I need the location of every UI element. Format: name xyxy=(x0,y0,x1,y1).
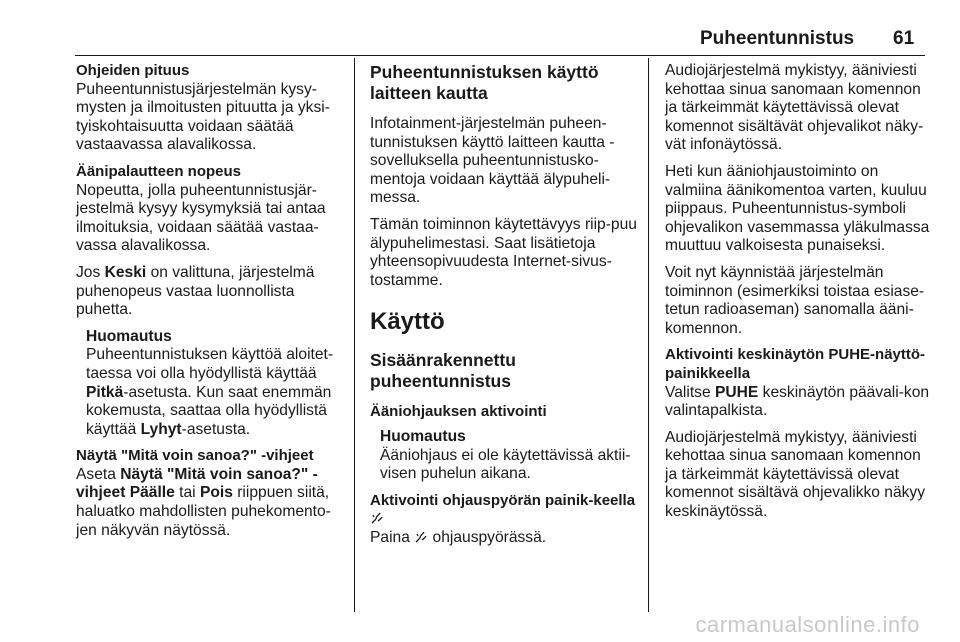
subchapter-heading-builtin: Sisäänrakennettu puheentunnistus xyxy=(370,350,516,391)
heading-wheel-activation: Aktivointi ohjauspyörän painik-keella xyxy=(370,492,642,529)
column-divider-left xyxy=(354,58,355,612)
column-right xyxy=(665,62,933,530)
paragraph-display-menu: Audiojärjestelmä mykistyy, ääniviesti kehottaa sinua sanomaan komennon ja tärkeimmät käytettävissä olevat komennot sisältävä ohjevalikko näkyy keskinäytössä. xyxy=(665,428,926,521)
note-heading: Huomautus xyxy=(380,427,466,445)
paragraph-beep: Heti kun ääniohjaustoiminto on valmiina äänikomentoa varten, kuuluu piippaus. Puheentunnistus-symboli ohjevalikon vasemmassa yläkulmassa muuttuu valkoisesta punaiseksi. xyxy=(665,162,930,255)
paragraph-select-puhe: Valitse PUHE keskinäytön päävali-kon valintapalkista. xyxy=(665,383,930,420)
voice-wheel-icon xyxy=(414,530,428,544)
page-number: 61 xyxy=(893,28,915,49)
paragraph-availability: Tämän toiminnon käytettävyys riip-puu älypuhelimestasi. Saat lisätietoja yhteensopivuudesta Internet-sivus-tostamme. xyxy=(370,215,637,289)
paragraph-start-function: Voit nyt käynnistää järjestelmän toiminnon (esimerkiksi toistaa esiase-tetun radioaseman) sanomalla ääni-komennon. xyxy=(665,263,925,337)
note-body: Ääniohjaus ei ole käytettävissä aktii-visen puhelun aikana. xyxy=(380,446,631,483)
note-box-speed xyxy=(86,328,346,440)
paragraph-device-intro: Infotainment-järjestelmän puheen-tunnistuksen käyttö laitteen kautta -sovelluksella puheentunnistusko-mentoja voidaan käyttää älypuheli-messa. xyxy=(370,115,615,207)
paragraph-show-hints: Aseta Näytä "Mitä voin sanoa?" -vihjeet Päälle tai Pois riippuen siitä, haluatko mahdollisten puhekomento-jen näkyvän näytössä. xyxy=(76,465,331,539)
heading-voice-activation: Ääniohjauksen aktivointi xyxy=(370,403,547,421)
note-body: Puheentunnistuksen käyttöä aloitet-taessa voi olla hyödyllistä käyttää Pitkä-asetusta. Kun saat enemmän kokemusta, saattaa olla hyödyllistä käyttää Lyhyt-asetusta. xyxy=(86,346,334,438)
paragraph-voice-feedback-speed: Nopeutta, jolla puheentunnistusjär-jestelmä kysyy kysymyksiä tai antaa ilmoituksia, voidaan säätää vastaa-vassa alavalikossa. xyxy=(76,181,326,255)
note-box-call xyxy=(380,428,642,484)
paragraph-press-wheel: Paina ohjauspyörässä. xyxy=(370,528,547,546)
column-divider-right xyxy=(648,58,649,612)
heading-voice-feedback-speed: Äänipalautteen nopeus xyxy=(76,162,242,180)
heading-instruction-length: Ohjeiden pituus xyxy=(76,62,190,79)
paragraph-medium-speed: Jos Keski on valittuna, järjestelmä puhenopeus vastaa luonnollista puhetta. xyxy=(76,263,315,319)
column-middle xyxy=(370,62,642,556)
footer-watermark: carmanualsonline.info xyxy=(695,612,920,637)
voice-wheel-icon xyxy=(370,511,384,525)
column-left xyxy=(76,62,346,548)
heading-show-hints: Näytä "Mitä voin sanoa?" -vihjeet xyxy=(76,447,314,465)
chapter-heading-usage: Käyttö xyxy=(370,308,445,336)
heading-display-activation: Aktivointi keskinäytön PUHE-näyttö-painikkeella xyxy=(665,346,926,382)
paragraph-instruction-length: Puheentunnistusjärjestelmän kysy-mysten ja ilmoitusten pituutta ja yksi-tyiskohtaisuutta voidaan säätää vastaavassa alavalikossa. xyxy=(76,80,330,154)
note-heading: Huomautus xyxy=(86,327,172,345)
page-header-title: Puheentunnistus xyxy=(700,28,855,49)
header-rule xyxy=(75,55,925,56)
paragraph-audio-mute: Audiojärjestelmä mykistyy, ääniviesti kehottaa sinua sanomaan komennon ja tärkeimmät käytettävissä olevat komennot sisältävät ohjevalikot näky-vät infonäytössä. xyxy=(665,62,924,154)
section-heading-device-use: Puheentunnistuksen käyttö laitteen kautta xyxy=(370,62,599,103)
